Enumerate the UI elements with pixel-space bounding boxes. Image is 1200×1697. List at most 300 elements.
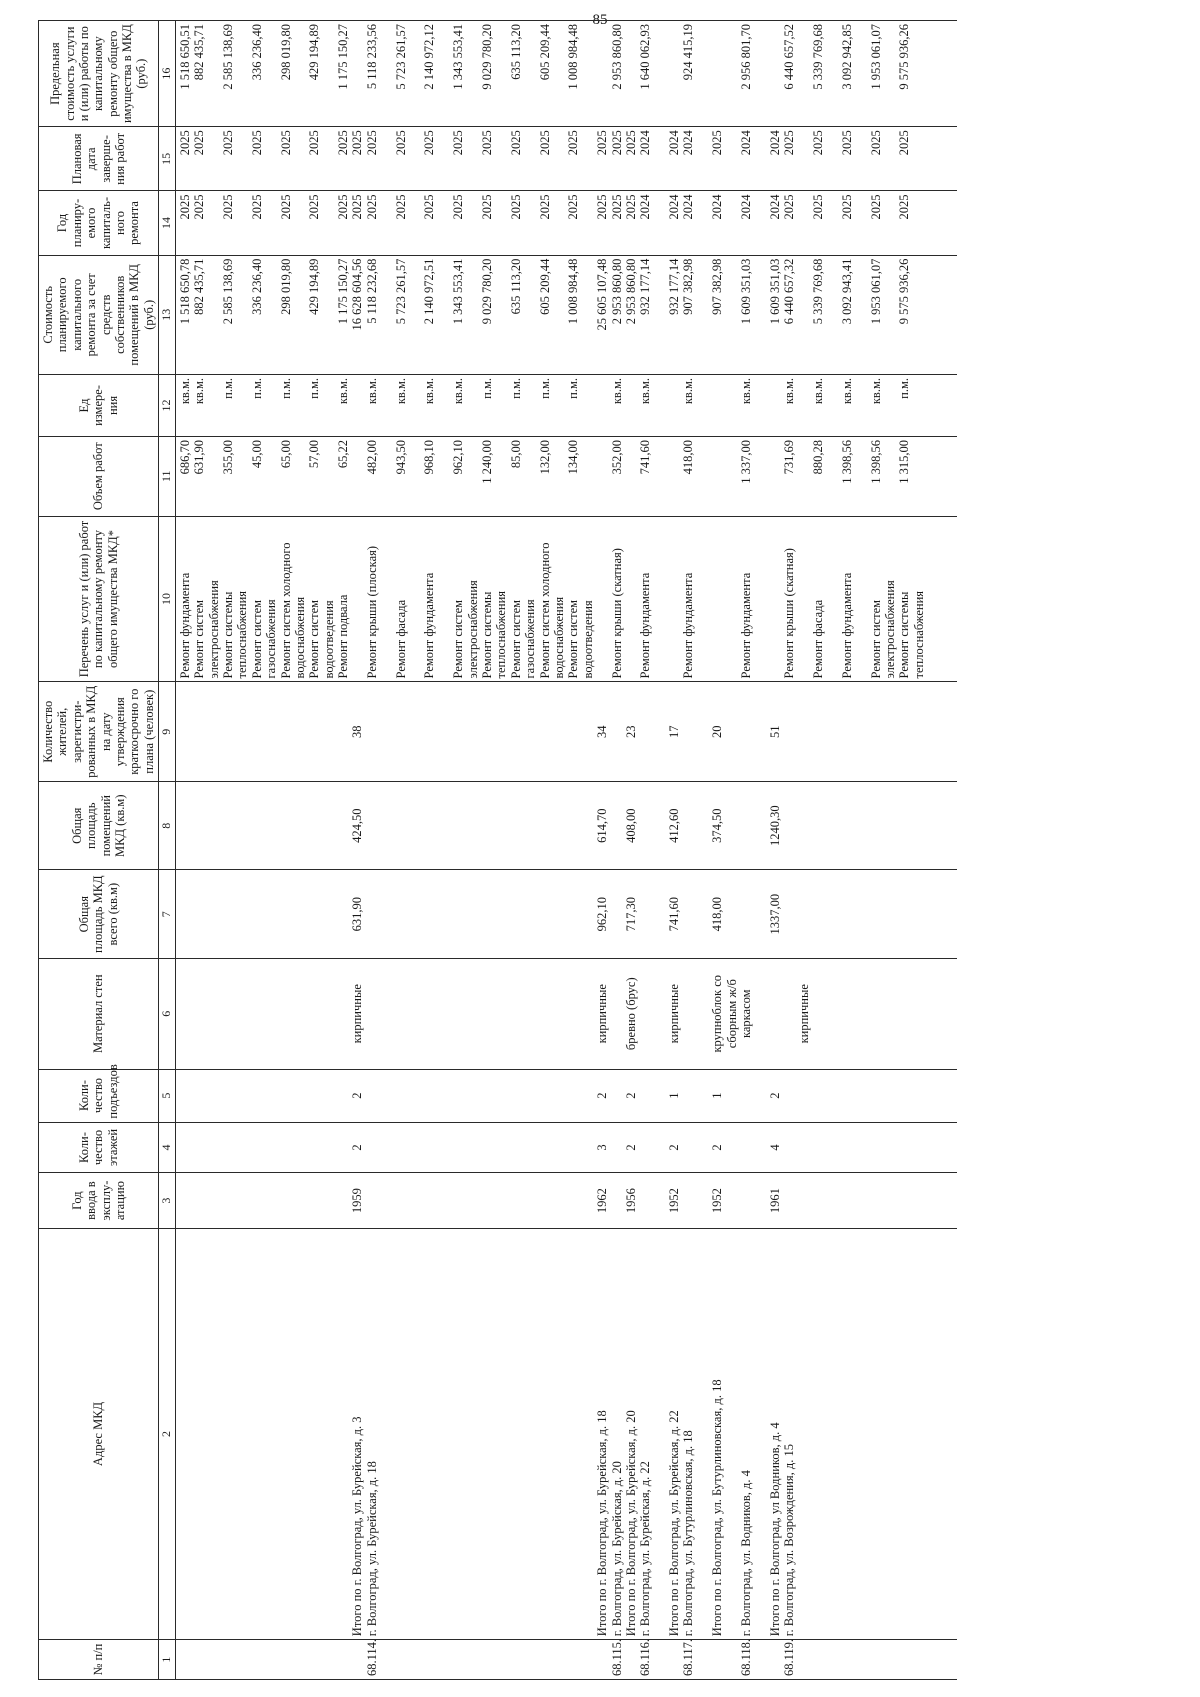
cell-address bbox=[653, 1232, 667, 1636]
cell-repair-year: 2025 bbox=[480, 194, 494, 220]
cell-premises-area bbox=[178, 785, 192, 866]
cell-floors bbox=[293, 1126, 307, 1170]
cell-work-item: Ремонт систем bbox=[508, 599, 523, 679]
cell-volume bbox=[854, 440, 868, 513]
cell-completion-date: 2024 bbox=[739, 130, 754, 156]
cell-limit-cost bbox=[264, 24, 278, 123]
cell-floors bbox=[797, 1126, 811, 1170]
cell-wall-material bbox=[581, 962, 595, 1066]
cell-repair-year: 2025 bbox=[508, 194, 523, 220]
cell-completion-date bbox=[581, 130, 595, 187]
cell-total-area bbox=[653, 873, 667, 954]
cell-year bbox=[825, 1176, 839, 1224]
cell-volume: 943,50 bbox=[393, 439, 408, 475]
cell-total-area bbox=[235, 873, 249, 954]
cell-volume: 1 398,56 bbox=[839, 439, 854, 484]
cell-repair-year: 2025 bbox=[364, 194, 379, 220]
cell-wall-material bbox=[912, 962, 926, 1066]
cell-wall-material bbox=[207, 962, 221, 1066]
cell-wall-material bbox=[681, 962, 695, 1066]
cell-total-area bbox=[379, 873, 393, 954]
cell-residents bbox=[653, 685, 667, 778]
cell-address bbox=[883, 1232, 897, 1636]
cell-volume bbox=[696, 440, 710, 513]
cell-year bbox=[451, 1176, 465, 1224]
cell-row-number bbox=[336, 1643, 350, 1676]
cell-year bbox=[336, 1176, 350, 1224]
cell-residents bbox=[408, 685, 422, 778]
cell-total-area bbox=[192, 873, 206, 954]
cell-entrances bbox=[480, 1073, 494, 1119]
cell-residents bbox=[797, 685, 811, 778]
cell-total-area bbox=[422, 873, 436, 954]
cell-premises-area bbox=[523, 785, 537, 866]
cell-repair-year: 2025 bbox=[810, 194, 825, 220]
cell-repair-year bbox=[379, 194, 393, 251]
cell-address bbox=[394, 1232, 408, 1636]
cell-repair-year: 2024 bbox=[681, 194, 696, 220]
cell-address: г. Волгоград, ул. Бурейская, д. 22 bbox=[638, 1461, 653, 1637]
cell-address bbox=[552, 1232, 566, 1636]
cell-wall-material bbox=[638, 962, 652, 1066]
cell-entrances bbox=[912, 1073, 926, 1119]
cell-wall-material bbox=[926, 962, 940, 1066]
cell-unit: кв.м. bbox=[451, 378, 466, 405]
cell-residents bbox=[509, 685, 523, 778]
cell-repair-year bbox=[494, 194, 508, 251]
cell-address bbox=[307, 1232, 321, 1636]
cell-address bbox=[753, 1232, 767, 1636]
cell-total-area-column bbox=[175, 870, 957, 958]
cell-cost: 6 440 657,32 bbox=[782, 258, 797, 325]
cell-work-item: теплоснабжения bbox=[494, 590, 509, 679]
cell-unit bbox=[264, 378, 278, 433]
cell-limit-cost bbox=[912, 24, 926, 123]
cell-year bbox=[897, 1176, 911, 1224]
cell-entrances bbox=[552, 1073, 566, 1119]
cell-year bbox=[681, 1176, 695, 1224]
cell-total-area bbox=[610, 873, 624, 954]
cell-repair-year: 2025 bbox=[623, 194, 638, 220]
cell-volume bbox=[667, 440, 681, 513]
cell-total-area bbox=[466, 873, 480, 954]
cell-wall-material bbox=[178, 962, 192, 1066]
cell-premises-area: 374,50 bbox=[710, 808, 725, 843]
cell-floors bbox=[840, 1126, 854, 1170]
cell-floors bbox=[782, 1126, 796, 1170]
cell-wall-material bbox=[538, 962, 552, 1066]
cell-floors bbox=[725, 1126, 739, 1170]
cell-unit bbox=[581, 378, 595, 433]
cell-row-number bbox=[595, 1643, 609, 1676]
cell-cost: 2 585 138,69 bbox=[220, 258, 235, 325]
cell-address bbox=[192, 1232, 206, 1636]
cell-volume bbox=[466, 440, 480, 513]
cell-completion-date bbox=[235, 130, 249, 187]
col-header-address: Адрес МКД bbox=[39, 1228, 159, 1639]
cell-residents bbox=[451, 685, 465, 778]
cell-floors bbox=[422, 1126, 436, 1170]
cell-year bbox=[581, 1176, 595, 1224]
cell-completion-date: 2025 bbox=[839, 130, 854, 156]
cell-residents: 34 bbox=[595, 725, 610, 738]
cell-limit-cost: 1 640 062,93 bbox=[638, 24, 653, 90]
cell-limit-cost bbox=[293, 24, 307, 123]
cell-entrances bbox=[854, 1073, 868, 1119]
cell-wall-material bbox=[235, 962, 249, 1066]
cell-residents bbox=[725, 685, 739, 778]
cell-wall-material bbox=[422, 962, 436, 1066]
cell-residents bbox=[869, 685, 883, 778]
col-header-unit: Ед измере-ния bbox=[39, 375, 159, 437]
cell-residents: 17 bbox=[667, 725, 682, 738]
cell-volume: 968,10 bbox=[422, 439, 437, 475]
cell-cost bbox=[207, 259, 221, 371]
cell-entrances bbox=[394, 1073, 408, 1119]
cell-completion-date: 2025 bbox=[810, 130, 825, 156]
cell-total-area bbox=[753, 873, 767, 954]
cell-unit: кв.м. bbox=[192, 378, 207, 405]
cell-residents bbox=[739, 685, 753, 778]
cell-entrances: 2 bbox=[595, 1092, 610, 1099]
cell-address bbox=[264, 1232, 278, 1636]
cell-address bbox=[480, 1232, 494, 1636]
cell-work-item bbox=[768, 520, 782, 679]
cell-total-area bbox=[797, 873, 811, 954]
cell-limit-cost bbox=[797, 24, 811, 123]
cell-floors bbox=[480, 1126, 494, 1170]
cell-address: г. Волгоград, ул. Водников, д. 4 bbox=[739, 1470, 754, 1637]
cell-volume bbox=[581, 440, 595, 513]
cell-year bbox=[696, 1176, 710, 1224]
cell-limit-cost: 429 194,89 bbox=[307, 24, 322, 81]
cell-address bbox=[854, 1232, 868, 1636]
cell-repair-year: 2025 bbox=[868, 194, 883, 220]
cell-wall-material bbox=[854, 962, 868, 1066]
cell-entrances: 2 bbox=[350, 1092, 365, 1099]
cell-limit-cost: 1 343 553,41 bbox=[451, 24, 466, 90]
cell-work-item: Ремонт систем холодного bbox=[537, 542, 552, 679]
cell-volume: 731,69 bbox=[782, 439, 797, 475]
cell-year bbox=[538, 1176, 552, 1224]
cell-entrances bbox=[797, 1073, 811, 1119]
cell-completion-date: 2025 bbox=[220, 130, 235, 156]
cell-unit bbox=[912, 378, 926, 433]
cell-premises-area bbox=[480, 785, 494, 866]
cell-completion-column bbox=[175, 127, 957, 191]
cell-row-number bbox=[235, 1643, 249, 1676]
cell-unit bbox=[466, 378, 480, 433]
cell-completion-date bbox=[408, 130, 422, 187]
cell-floors bbox=[897, 1126, 911, 1170]
cell-limit-cost: 605 209,44 bbox=[537, 24, 552, 81]
cell-year: 1956 bbox=[623, 1188, 638, 1214]
cell-unit: п.м. bbox=[537, 378, 552, 399]
cell-premises-area bbox=[610, 785, 624, 866]
cell-total-area bbox=[696, 873, 710, 954]
cell-wall-material bbox=[451, 962, 465, 1066]
cell-wall-material bbox=[365, 962, 379, 1066]
cell-total-area bbox=[322, 873, 336, 954]
cell-volume bbox=[883, 440, 897, 513]
cell-limit-cost bbox=[624, 24, 638, 123]
cell-unit: кв.м. bbox=[177, 378, 192, 405]
cell-address: Итого по г. Волгоград, ул. Бурейская, д. 18 bbox=[595, 1410, 610, 1637]
cell-work-item: Ремонт фундамента bbox=[839, 572, 854, 679]
cell-cost: 2 953 860,80 bbox=[609, 258, 624, 325]
cell-cost bbox=[379, 259, 393, 371]
cell-year bbox=[552, 1176, 566, 1224]
cell-wall-material bbox=[552, 962, 566, 1066]
cell-work-item: Ремонт фасада bbox=[810, 599, 825, 679]
col-number: 11 bbox=[159, 436, 176, 516]
cell-address: Итого по г. Волгоград, ул. Бурейская, д. 22 bbox=[667, 1410, 682, 1637]
cell-volume bbox=[322, 440, 336, 513]
cell-repair-year bbox=[466, 194, 480, 251]
cell-floors bbox=[307, 1126, 321, 1170]
cell-total-area bbox=[552, 873, 566, 954]
cell-volume: 962,10 bbox=[451, 439, 466, 475]
cell-floors bbox=[610, 1126, 624, 1170]
cell-year bbox=[207, 1176, 221, 1224]
cell-wall-material bbox=[566, 962, 580, 1066]
cell-repair-year bbox=[854, 194, 868, 251]
cell-year bbox=[279, 1176, 293, 1224]
cell-volume: 1 240,00 bbox=[480, 439, 494, 484]
cell-residents-column bbox=[175, 682, 957, 782]
cell-repair-year: 2025 bbox=[249, 194, 264, 220]
cell-floors bbox=[379, 1126, 393, 1170]
cell-address bbox=[523, 1232, 537, 1636]
cell-wall-material bbox=[336, 962, 350, 1066]
cell-entrances bbox=[178, 1073, 192, 1119]
cell-repair-year: 2025 bbox=[782, 194, 797, 220]
cell-work-item: водоснабжения bbox=[292, 596, 307, 679]
cell-unit: кв.м. bbox=[638, 378, 653, 405]
cell-volume: 45,00 bbox=[249, 439, 264, 469]
cell-address: г. Волгоград, ул. Бурейская, д. 20 bbox=[609, 1461, 624, 1637]
cell-year bbox=[221, 1176, 235, 1224]
cell-limit-cost: 298 019,80 bbox=[278, 24, 293, 81]
cell-completion-date: 2025 bbox=[249, 130, 264, 156]
cell-floors bbox=[696, 1126, 710, 1170]
cell-floors: 2 bbox=[350, 1144, 365, 1151]
cell-floors: 3 bbox=[595, 1144, 610, 1151]
cell-year bbox=[753, 1176, 767, 1224]
cell-completion-date: 2025 bbox=[868, 130, 883, 156]
cell-total-area: 962,10 bbox=[595, 897, 610, 932]
cell-total-area bbox=[451, 873, 465, 954]
cell-entrances bbox=[293, 1073, 307, 1119]
cell-total-area: 418,00 bbox=[710, 897, 725, 932]
cell-repair-year: 2025 bbox=[393, 194, 408, 220]
cell-floors bbox=[264, 1126, 278, 1170]
cell-year bbox=[437, 1176, 451, 1224]
cell-limit-cost: 1 518 650,51 bbox=[177, 24, 192, 90]
col-number: 14 bbox=[159, 191, 176, 255]
col-number: 15 bbox=[159, 127, 176, 191]
cell-entrances bbox=[494, 1073, 508, 1119]
cell-premises-area: 1240,30 bbox=[767, 805, 782, 847]
cell-completion-date: 2025 bbox=[451, 130, 466, 156]
cell-residents bbox=[782, 685, 796, 778]
cell-completion-date bbox=[696, 130, 710, 187]
cell-floors bbox=[825, 1126, 839, 1170]
col-header-residents: Количество жителей, зарегистри-рованных в МКД на дату утверждения краткосрочно го плана (человек) bbox=[39, 682, 159, 782]
cell-unit bbox=[379, 378, 393, 433]
cell-entrances bbox=[869, 1073, 883, 1119]
cell-wall-material bbox=[379, 962, 393, 1066]
cell-year: 1962 bbox=[595, 1188, 610, 1214]
cell-wall-material bbox=[264, 962, 278, 1066]
cell-volume bbox=[825, 440, 839, 513]
cell-residents bbox=[379, 685, 393, 778]
cell-year: 1961 bbox=[767, 1188, 782, 1214]
cell-repair-year: 2025 bbox=[451, 194, 466, 220]
cell-wall-material bbox=[753, 962, 767, 1066]
cell-cost bbox=[854, 259, 868, 371]
cell-residents bbox=[494, 685, 508, 778]
cell-total-area bbox=[336, 873, 350, 954]
col-header-limit-cost: Предельная стоимость услуги и (или) работы по капитальному ремонту общего имущества в МКД (руб.) bbox=[39, 21, 159, 127]
cell-repair-year bbox=[437, 194, 451, 251]
cell-total-area bbox=[437, 873, 451, 954]
capital-repair-table bbox=[38, 20, 957, 1680]
cell-row-number bbox=[696, 1643, 710, 1676]
cell-year bbox=[235, 1176, 249, 1224]
cell-address bbox=[250, 1232, 264, 1636]
cell-residents bbox=[566, 685, 580, 778]
cell-repair-year: 2024 bbox=[638, 194, 653, 220]
cell-year bbox=[322, 1176, 336, 1224]
cell-wall-material bbox=[840, 962, 854, 1066]
cell-volume: 85,00 bbox=[508, 439, 523, 469]
cell-address: Итого по г. Волгоград, ул. Бурейская, д. 3 bbox=[350, 1416, 365, 1637]
cell-address bbox=[696, 1232, 710, 1636]
cell-repair-year bbox=[552, 194, 566, 251]
cell-cost bbox=[552, 259, 566, 371]
cell-row-number bbox=[897, 1643, 911, 1676]
cell-completion-date: 2025 bbox=[307, 130, 322, 156]
cell-cost: 429 194,89 bbox=[307, 258, 322, 315]
cell-premises-area bbox=[322, 785, 336, 866]
cell-unit: кв.м. bbox=[739, 378, 754, 405]
cell-cost: 932 177,14 bbox=[638, 258, 653, 315]
cell-cost bbox=[235, 259, 249, 371]
cell-completion-date bbox=[854, 130, 868, 187]
cell-cost bbox=[293, 259, 307, 371]
cell-volume: 1 398,56 bbox=[868, 439, 883, 484]
cell-unit: кв.м. bbox=[868, 378, 883, 405]
cell-address bbox=[466, 1232, 480, 1636]
cell-floors bbox=[466, 1126, 480, 1170]
cell-row-number bbox=[566, 1643, 580, 1676]
cell-cost: 1 518 650,78 bbox=[177, 258, 192, 325]
cell-volume bbox=[264, 440, 278, 513]
cell-wall-material bbox=[782, 962, 796, 1066]
cell-total-area bbox=[178, 873, 192, 954]
cell-unit-column bbox=[175, 375, 957, 437]
cell-repair-year: 2025 bbox=[839, 194, 854, 220]
cell-entrances bbox=[509, 1073, 523, 1119]
cell-residents bbox=[681, 685, 695, 778]
cell-limit-cost bbox=[322, 24, 336, 123]
cell-limit-cost: 1 008 984,48 bbox=[566, 24, 581, 90]
cell-wall-material bbox=[610, 962, 624, 1066]
cell-work-item: Ремонт подвала bbox=[336, 594, 351, 679]
cell-residents bbox=[581, 685, 595, 778]
cell-premises-area bbox=[883, 785, 897, 866]
cell-cost: 2 953 860,80 bbox=[623, 258, 638, 325]
cell-work-item: Ремонт крыши (скатная) bbox=[782, 548, 797, 679]
cell-premises-area bbox=[221, 785, 235, 866]
cell-completion-date: 2025 bbox=[192, 130, 207, 156]
cell-completion-date bbox=[883, 130, 897, 187]
cell-floors bbox=[753, 1126, 767, 1170]
cell-work-item: Ремонт систем холодного bbox=[278, 542, 293, 679]
cell-row-number bbox=[379, 1643, 393, 1676]
cell-volume bbox=[753, 440, 767, 513]
cell-unit bbox=[753, 378, 767, 433]
cell-entrances bbox=[422, 1073, 436, 1119]
cell-repair-year: 2025 bbox=[350, 194, 365, 220]
cell-work-item bbox=[696, 520, 710, 679]
cell-repair-year bbox=[235, 194, 249, 251]
cell-works-column bbox=[175, 516, 957, 682]
cell-row-number: 68.115. bbox=[609, 1638, 624, 1676]
cell-volume: 631,90 bbox=[192, 439, 207, 475]
cell-row-number bbox=[250, 1643, 264, 1676]
cell-year bbox=[509, 1176, 523, 1224]
cell-cost bbox=[883, 259, 897, 371]
cell-unit bbox=[653, 378, 667, 433]
cell-address: Итого по г. Волгоград, ул Водников, д. 4 bbox=[767, 1422, 782, 1637]
cell-wall-material bbox=[466, 962, 480, 1066]
cell-year: 1959 bbox=[350, 1188, 365, 1214]
cell-completion-date bbox=[825, 130, 839, 187]
cell-cost: 882 435,71 bbox=[192, 258, 207, 315]
cell-unit: кв.м. bbox=[393, 378, 408, 405]
cell-wall-material bbox=[811, 962, 825, 1066]
cell-volume bbox=[595, 440, 609, 513]
cell-limit-cost bbox=[437, 24, 451, 123]
cell-volume bbox=[797, 440, 811, 513]
cell-completion-date bbox=[466, 130, 480, 187]
cell-total-area bbox=[725, 873, 739, 954]
cell-total-area bbox=[825, 873, 839, 954]
cell-total-area: 717,30 bbox=[623, 897, 638, 932]
cell-total-area bbox=[509, 873, 523, 954]
cell-limit-cost bbox=[768, 24, 782, 123]
cell-row-number bbox=[322, 1643, 336, 1676]
cell-total-area bbox=[854, 873, 868, 954]
cell-address: Итого по г. Волгоград, ул. Бурейская, д. 20 bbox=[623, 1410, 638, 1637]
cell-entrances bbox=[221, 1073, 235, 1119]
col-header-cost: Стоимость планируемого капитального ремонта за счет средств собственников помещений в МКД (руб.) bbox=[39, 255, 159, 374]
cell-residents bbox=[883, 685, 897, 778]
cell-wall-material: крупноблок со сборным ж/б каркасом bbox=[710, 971, 753, 1053]
cell-total-area: 631,90 bbox=[350, 897, 365, 932]
cell-premises-area bbox=[696, 785, 710, 866]
cell-cost bbox=[264, 259, 278, 371]
cell-cost: 907 382,98 bbox=[710, 258, 725, 315]
cell-limit-cost: 3 092 942,85 bbox=[839, 24, 854, 90]
cell-premises-area bbox=[494, 785, 508, 866]
cell-premises-area bbox=[207, 785, 221, 866]
col-number: 12 bbox=[159, 375, 176, 437]
cell-limit-cost: 924 415,19 bbox=[681, 24, 696, 81]
cell-unit: кв.м. bbox=[336, 378, 351, 405]
